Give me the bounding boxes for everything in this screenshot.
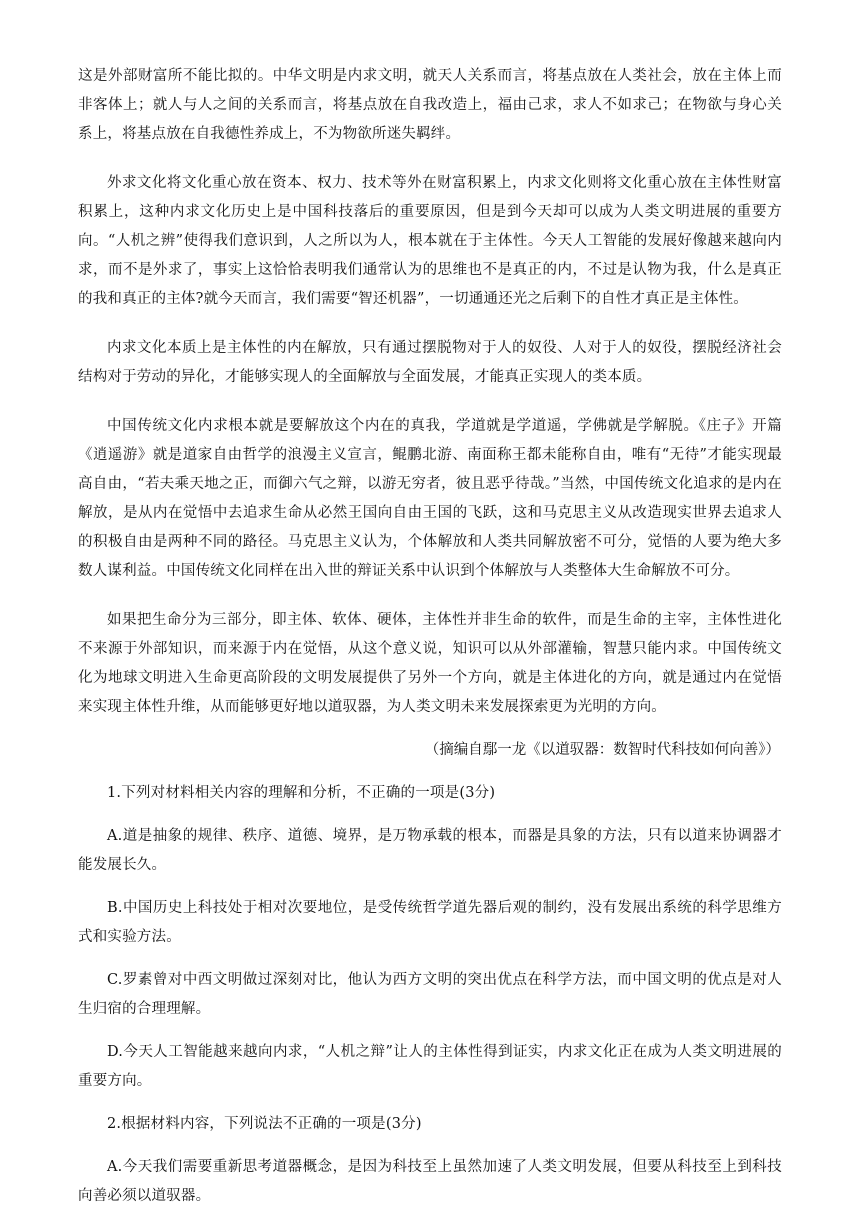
question-1-option-b: B.中国历史上科技处于相对次要地位，是受传统哲学道先器后观的制约，没有发展出系统的科学思维方式和实验方法。 — [78, 900, 782, 945]
question-2-stem: 2.根据材料内容，下列说法不正确的一项是(3分) — [107, 1116, 422, 1132]
paragraph-outward-inward-culture: 外求文化将文化重心放在资本、权力、技术等外在财富积累上，内求文化则将文化重心放在主体性财富积累上，这种内求文化历史上是中国科技落后的重要原因，但是到今天却可以成为人类文明进展的重要方向。“人机之辨”使得我们意识到，人之所以为人，根本就在于主体性。今天人工智能的发展好像越来越向内求，而不是外求了，事实上这恰恰表明我们通常认为的思维也不是真正的内，不过是认物为我，什么是真正的我和真正的主体?就今天而言，我们需要“智还机器”，一切通通还光之后剩下的自性才真正是主体性。 — [78, 175, 782, 307]
question-1-option-a: A.道是抽象的规律、秩序、道德、境界，是万物承载的根本，而器是具象的方法，只有以道来协调器才能发展长久。 — [78, 828, 782, 873]
paragraph-subject-evolution: 如果把生命分为三部分，即主体、软体、硬体，主体性并非生命的软件，而是生命的主宰，主体性进化不来源于外部知识，而来源于内在觉悟，从这个意义说，知识可以从外部灌输，智慧只能内求。中国传统文化为地球文明进入生命更高阶段的文明发展提供了另外一个方向，就是主体进化的方向，就是通过内在觉悟来实现主体性升维，从而能够更好地以道驭器，为人类文明未来发展探索更为光明的方向。 — [78, 612, 782, 715]
question-1-stem: 1.下列对材料相关内容的理解和分析，不正确的一项是(3分) — [107, 785, 496, 801]
document-page — [78, 62, 782, 1211]
question-2-option-a: A.今天我们需要重新思考道器概念，是因为科技至上虽然加速了人类文明发展，但要从科技至上到科技向善必须以道驭器。 — [78, 1159, 782, 1204]
question-1-option-c: C.罗素曾对中西文明做过深刻对比，他认为西方文明的突出优点在科学方法，而中国文明的优点是对人生归宿的合理理解。 — [78, 972, 782, 1017]
paragraph-traditional-culture: 中国传统文化内求根本就是要解放这个内在的真我，学道就是学道遥，学佛就是学解脱。《庄子》开篇《逍遥游》就是道家自由哲学的浪漫主义宣言，鲲鹏北游、南面称王都未能称自由，唯有“无待”才能实现最高自由，“若夫乘天地之正，而御六气之辩，以游无穷者，彼且恶乎待哉。”当然，中国传统文化追求的是内在解放，是从内在觉悟中去追求生命从必然王国向自由王国的飞跃，这和马克思主义从改造现实世界去追求人的积极自由是两种不同的路径。马克思主义认为，个体解放和人类共同解放密不可分，觉悟的人要为绝大多数人谋利益。中国传统文化同样在出入世的辩证关系中认识到个体解放与人类整体大生命解放不可分。 — [78, 418, 782, 579]
question-1-option-d: D.今天人工智能越来越向内求，“人机之辩”让人的主体性得到证实，内求文化正在成为人类文明进展的重要方向。 — [78, 1044, 782, 1089]
paragraph-continued: 这是外部财富所不能比拟的。中华文明是内求文明，就天人关系而言，将基点放在人类社会，放在主体上而非客体上；就人与人之间的关系而言，将基点放在自我改造上，福由己求，求人不如求己；在物欲与身心关系上，将基点放在自我德性养成上，不为物欲所迷失羁绊。 — [78, 68, 782, 142]
paragraph-inner-liberation: 内求文化本质上是主体性的内在解放，只有通过摆脱物对于人的奴役、人对于人的奴役，摆脱经济社会结构对于劳动的异化，才能够实现人的全面解放与全面发展，才能真正实现人的类本质。 — [78, 340, 782, 385]
article-source: （摘编自鄢一龙《以道驭器：数智时代科技如何向善》） — [424, 742, 780, 758]
